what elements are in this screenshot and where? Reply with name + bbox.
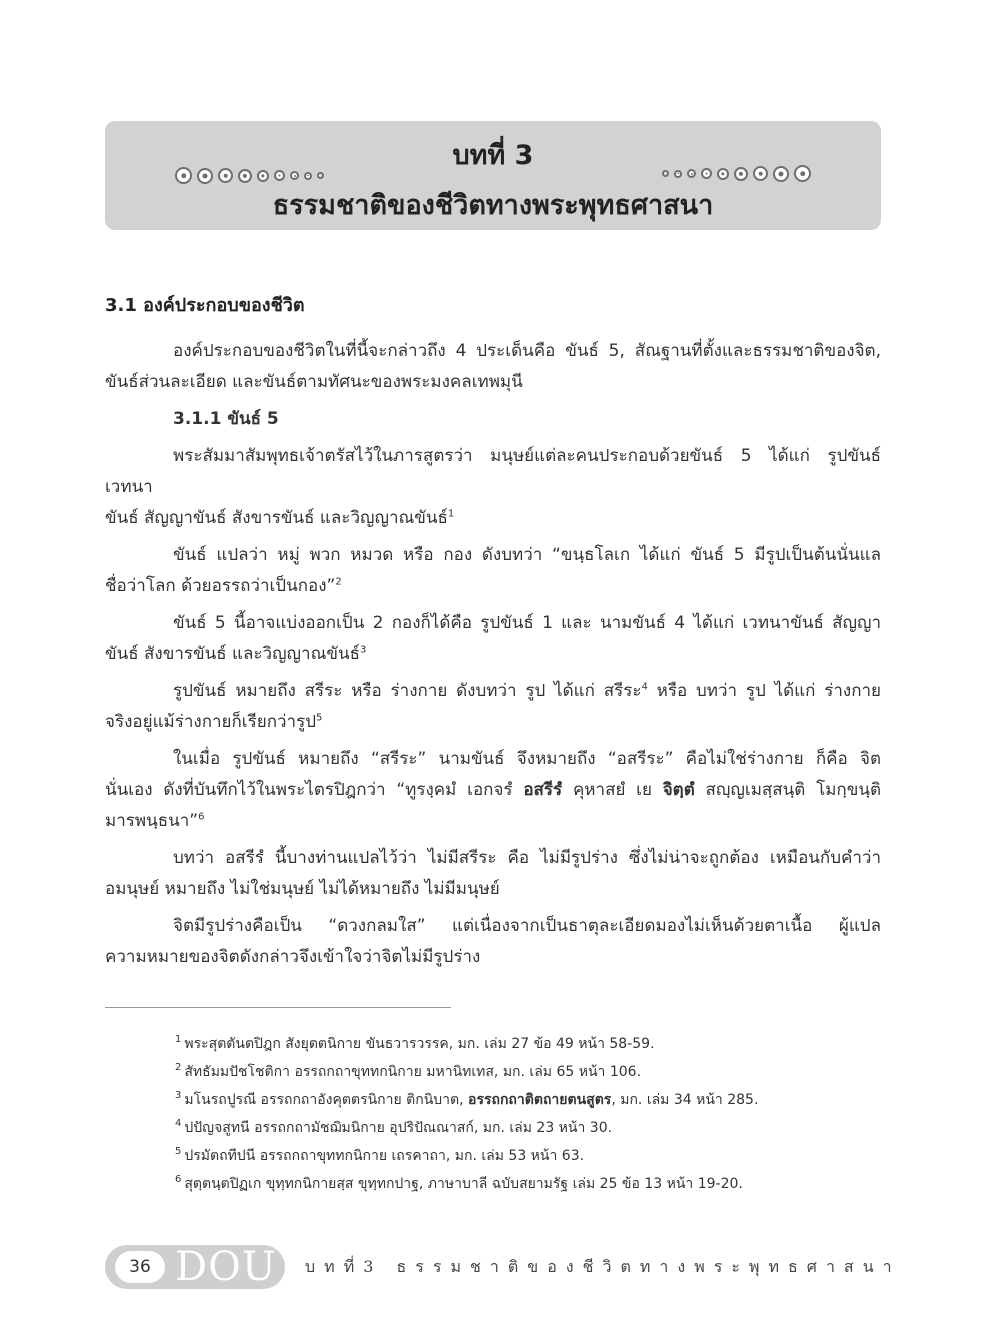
paragraph-text: ขันธ์ สัญญาขันธ์ สังขารขันธ์ และวิญญาณขันธ์ <box>105 508 448 528</box>
footnote <box>175 1142 955 1170</box>
paragraph-line: จิตมีรูปร่างคือเป็น “ดวงกลมใส” แต่เนื่องจากเป็นธาตุละเอียดมองไม่เห็นด้วยตาเนื้อ ผู้แปล <box>173 916 881 936</box>
paragraph-line: ในเมื่อ รูปขันธ์ หมายถึง “สรีระ” นามขันธ์ จึงหมายถึง “อสรีระ” คือไม่ใช่ร่างกาย ก็คือ จิต <box>173 749 881 769</box>
paragraph-line: ความหมายของจิตดังกล่าวจึงเข้าใจว่าจิตไม่มีรูปร่าง <box>105 947 481 967</box>
footnote-text: ปปัญจสูทนี อรรถกถามัชฌิมนิกาย อุปริปัณณาสก์, มก. เล่ม 23 หน้า 30. <box>184 1120 613 1136</box>
paragraph-line <box>105 639 881 670</box>
chapter-title: ธรรมชาติของชีวิตทางพระพุทธศาสนา <box>272 190 714 221</box>
footnote <box>175 1086 955 1114</box>
chapter-number: บทที่ 3 <box>452 140 534 171</box>
page-footer <box>105 1243 901 1291</box>
dot-icon <box>734 167 748 181</box>
footnote-ref[interactable]: 2 <box>335 576 342 588</box>
body-text <box>105 336 881 973</box>
paragraph-line <box>105 775 881 806</box>
footnote-number: 3 <box>175 1090 182 1102</box>
footnote-ref[interactable]: 4 <box>641 681 648 693</box>
footnotes <box>175 1030 955 1198</box>
footnote-ref[interactable]: 5 <box>316 712 323 724</box>
footnote <box>175 1170 955 1198</box>
paragraph-line: พระสัมมาสัมพุทธเจ้าตรัสไว้ในภารสูตรว่า มนุษย์แต่ละคนประกอบด้วยขันธ์ 5 ได้แก่ รูปขันธ์ เวทนา <box>105 446 881 497</box>
dot-icon <box>304 172 312 180</box>
emphasis-text: อสรีรํ <box>523 780 563 800</box>
dot-icon <box>701 168 712 179</box>
footnote-text: สัทธัมมปัชโชติกา อรรถกถาขุททกนิกาย มหานิทเทส, มก. เล่ม 65 หน้า 106. <box>184 1064 642 1080</box>
dot-icon <box>218 168 233 183</box>
paragraph-text: สญฺญเมสฺสนฺติ โมกฺขนฺติ <box>694 780 881 800</box>
paragraph-text: หรือ บทว่า รูป ได้แก่ ร่างกาย <box>647 681 881 701</box>
footnote-divider <box>105 1007 451 1008</box>
dou-logo: DOU <box>175 1244 277 1290</box>
paragraph-text: คุหาสยํ เย <box>562 780 663 800</box>
paragraph-line: อมนุษย์ หมายถึง ไม่ใช่มนุษย์ ไม่ได้หมายถึง ไม่มีมนุษย์ <box>105 879 500 899</box>
paragraph-line: ขันธ์ แปลว่า หมู่ พวก หมวด หรือ กอง ดังบทว่า “ขนฺธโลเก ได้แก่ ขันธ์ 5 มีรูปเป็นต้นนั่นแล <box>173 545 881 565</box>
footnote-number: 6 <box>175 1174 182 1186</box>
dot-icon <box>773 166 789 182</box>
paragraph-text: รูปขันธ์ หมายถึง สรีระ หรือ ร่างกาย ดังบทว่า รูป ได้แก่ สรีระ <box>173 681 642 701</box>
footnote-emphasis: อรรถกถาติตถายตนสูตร <box>468 1092 612 1108</box>
chapter-banner <box>105 121 881 230</box>
dot-icon <box>317 172 324 179</box>
paragraph-line <box>105 503 881 534</box>
footnote <box>175 1030 955 1058</box>
dot-icon <box>197 168 213 184</box>
intro-line: องค์ประกอบของชีวิตในที่นี้จะกล่าวถึง 4 ประเด็นคือ ขันธ์ 5, สัณฐานที่ตั้งและธรรมชาติของจิต, <box>173 341 881 361</box>
footnote <box>175 1114 955 1142</box>
dot-icon <box>175 167 192 184</box>
page-number: 36 <box>115 1251 165 1283</box>
dot-icon <box>687 169 696 178</box>
paragraph-line <box>105 707 881 738</box>
intro-line: ขันธ์ส่วนละเอียด และขันธ์ตามทัศนะของพระมงคลเทพมุนี <box>105 372 523 392</box>
paragraph-text: นั่นเอง ดังที่บันทึกไว้ในพระไตรปิฎกว่า “ทูรงฺคมํ เอกจรํ <box>105 780 524 800</box>
footnote-text: ปรมัตถทีปนี อรรถกถาขุททกนิกาย เถรคาถา, มก. เล่ม 53 หน้า 63. <box>184 1148 585 1164</box>
footnote <box>175 1058 955 1086</box>
footnote-ref[interactable]: 6 <box>198 811 205 823</box>
dot-icon <box>674 170 682 178</box>
dot-icon <box>274 170 285 181</box>
dot-icon <box>290 171 299 180</box>
footnote-number: 5 <box>175 1146 182 1158</box>
footnote-text: สุตฺตนฺตปิฏเก ขุทฺทกนิกายสฺส ขุทฺทกปาฐ, ภาษาบาลี ฉบับสยามรัฐ เล่ม 25 ข้อ 13 หน้า 19-20. <box>184 1176 743 1192</box>
footer-badge <box>105 1245 285 1289</box>
running-title: บทที่3 ธรรมชาติของชีวิตทางพระพุทธศาสนา <box>305 1257 901 1276</box>
paragraph-line: บทว่า อสรีรํ นี้บางท่านแปลไว้ว่า ไม่มีสรีระ คือ ไม่มีรูปร่าง ซึ่งไม่น่าจะถูกต้อง เหมือนกับคำว่า <box>173 848 881 868</box>
paragraph-text: จริงอยู่แม้ร่างกายก็เรียกว่ารูป <box>105 712 317 732</box>
footnote-ref[interactable]: 1 <box>447 508 455 520</box>
footnote-number: 2 <box>175 1062 182 1074</box>
paragraph-line: ขันธ์ 5 นี้อาจแบ่งออกเป็น 2 กองก็ได้คือ รูปขันธ์ 1 และ นามขันธ์ 4 ได้แก่ เวทนาขันธ์ สัญญา <box>173 613 881 633</box>
footnote-text: , มก. เล่ม 34 หน้า 285. <box>611 1092 759 1108</box>
emphasis-text: จิตฺตํ <box>662 780 695 800</box>
subsection-title: 3.1.1 ขันธ์ 5 <box>173 409 279 429</box>
paragraph-line <box>105 571 881 602</box>
paragraph-text: มารพนฺธนา” <box>105 811 199 831</box>
dot-icon <box>794 165 811 182</box>
dot-icon <box>753 166 768 181</box>
footnote-text: พระสุตตันตปิฎก สังยุตตนิกาย ขันธวารวรรค, มก. เล่ม 27 ข้อ 49 หน้า 58-59. <box>184 1036 655 1052</box>
footnote-text: มโนรถปูรณี อรรถกถาอังคุตตรนิกาย ติกนิบาต, <box>184 1092 469 1108</box>
paragraph-line <box>105 806 881 837</box>
footnote-number: 4 <box>175 1118 182 1130</box>
dot-icon <box>238 169 252 183</box>
dot-icon <box>257 170 269 182</box>
decorative-dots-left <box>175 167 329 184</box>
dot-icon <box>662 170 669 177</box>
decorative-dots-right <box>662 165 811 182</box>
paragraph-text: ชื่อว่าโลก ด้วยอรรถว่าเป็นกอง” <box>105 576 336 596</box>
section-title: 3.1 องค์ประกอบของชีวิต <box>105 295 305 316</box>
paragraph-text: ขันธ์ สังขารขันธ์ และวิญญาณขันธ์ <box>105 644 360 664</box>
footnote-number: 1 <box>175 1034 182 1046</box>
footnote-ref[interactable]: 3 <box>359 644 367 656</box>
paragraph-line <box>105 676 881 707</box>
dot-icon <box>717 168 729 180</box>
